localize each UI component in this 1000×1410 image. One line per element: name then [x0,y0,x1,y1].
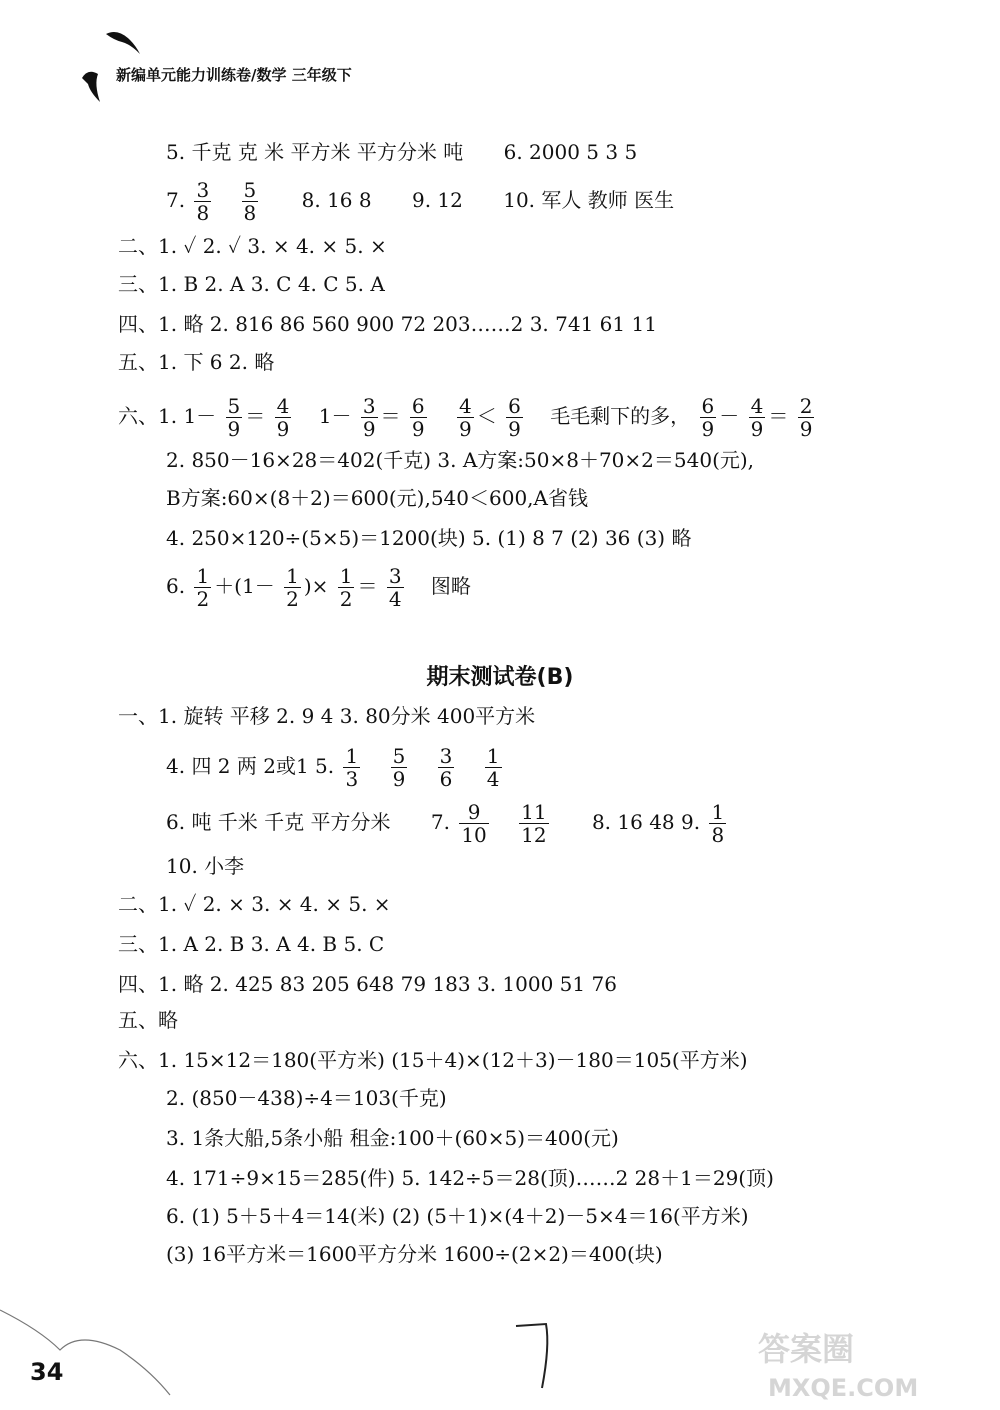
answer-text: 6. 2000 5 3 5 [503,140,638,164]
decorative-curve [0,1300,200,1410]
answer-line: 4. 250×120÷(5×5)＝1200(块) 5. (1) 8 7 (2) 36 (3) 略 [166,526,692,550]
fraction: $\frac{3}{8}$ [196,178,210,225]
answer-line: 一、1. 旋转 平移 2. 9 4 3. 80分米 400平方米 [118,704,536,728]
fraction: $\frac{3}{9}$ [362,394,376,441]
fraction: $\frac{1}{3}$ [345,744,359,791]
answer-line: 6. 吨 千米 千克 平方分米 7. $\frac{9}{10}$ $\frac{11}{12}$ 8. 16 48 9. $\frac{1}{8}$ [166,800,725,847]
answer-line: 六、1. 1－ $\frac{5}{9}$ ＝ $\frac{4}{9}$ 1－ $\frac{3}{9}$ ＝ $\frac{6}{9}$ $\frac{4}{9}$ ＜ $\frac{6}{9}$ 毛毛剩下的多， $\frac{6}{9}$ － $\frac{4}{9}$ ＝ $\frac{2}{9}$ [118,394,813,441]
fraction: $\frac{1}{2}$ [286,564,299,611]
answer-line: 三、1. A 2. B 3. A 4. B 5. C [118,932,385,956]
answer-line: 10. 小李 [166,854,245,878]
answer-text: 9. 12 [411,188,463,212]
answer-line: (3) 16平方米＝1600平方分米 1600÷(2×2)＝400(块) [166,1242,663,1266]
answer-line: 6. (1) 5＋5＋4＝14(米) (2) (5＋1)×(4＋2)－5×4＝16(平方米) [166,1204,749,1228]
answer-line: 4. 四 2 两 2或1 5. $\frac{1}{3}$ $\frac{5}{9}$ $\frac{3}{6}$ $\frac{1}{4}$ [166,744,500,791]
fraction: $\frac{2}{9}$ [799,394,813,441]
fraction: $\frac{3}{6}$ [439,744,453,791]
page-number: 34 [30,1358,64,1386]
answer-line: 三、1. B 2. A 3. C 4. C 5. A [118,272,385,296]
fraction: $\frac{6}{9}$ [701,394,715,441]
fraction: $\frac{3}{4}$ [388,564,402,611]
fraction: $\frac{6}{9}$ [508,394,521,441]
answer-line: 四、1. 略 2. 425 83 205 648 79 183 3. 1000 51 76 [118,972,617,996]
answer-line: 四、1. 略 2. 816 86 560 900 72 203……2 3. 741 61 11 [118,312,657,336]
fraction: $\frac{4}{9}$ [276,394,290,441]
answer-text: 7. [166,188,186,212]
fraction: $\frac{5}{9}$ [227,394,241,441]
answer-line: B方案:60×(8＋2)＝600(元),540＜600,A省钱 [166,486,588,510]
fraction: $\frac{4}{9}$ [459,394,472,441]
answer-text: 10. 军人 教师 医生 [503,188,675,212]
answer-text: 8. 16 8 [301,188,372,212]
handwritten-mark [510,1316,570,1396]
answer-line: 3. 1条大船,5条小船 租金:100＋(60×5)＝400(元) [166,1126,619,1150]
page-header [78,28,438,108]
answer-text: 5. 千克 克 米 平方米 平方分米 吨 [166,140,464,164]
fraction: $\frac{1}{2}$ [339,564,353,611]
fraction: $\frac{5}{8}$ [243,178,257,225]
answer-line: 六、1. 15×12＝180(平方米) (15＋4)×(12＋3)－180＝105(平方米) [118,1048,748,1072]
fraction: $\frac{11}{12}$ [521,800,547,847]
answer-line: 二、1. ✓ 2. × 3. × 4. × 5. × [118,892,391,916]
answer-line: 2. (850－438)÷4＝103(千克) [166,1086,447,1110]
answer-line: 4. 171÷9×15＝285(件) 5. 142÷5＝28(顶)……2 28＋1＝29(顶) [166,1166,774,1190]
answer-line [166,138,637,168]
fraction: $\frac{4}{9}$ [750,394,764,441]
svg-text:答案圈: 答案圈 [758,1330,855,1368]
answer-line: 五、略 [118,1008,178,1032]
answer-line: 2. 850－16×28＝402(千克) 3. A方案:50×8＋70×2＝540(元), [166,448,755,472]
svg-text:MXQE.COM: MXQE.COM [768,1374,919,1402]
fraction: $\frac{5}{9}$ [392,744,406,791]
watermark-logo [748,1322,988,1402]
fraction: $\frac{6}{9}$ [411,394,425,441]
header-title: 新编单元能力训练卷/数学 三年级下 [116,66,352,84]
answer-line [166,178,675,225]
answer-line: 6. $\frac{1}{2}$ ＋(1－ $\frac{1}{2}$ )× $\frac{1}{2}$ ＝ $\frac{3}{4}$ 图略 [166,564,471,611]
fraction: $\frac{9}{10}$ [461,800,487,847]
fraction: $\frac{1}{2}$ [196,564,210,611]
fraction: $\frac{1}{4}$ [486,744,500,791]
fraction: $\frac{1}{8}$ [711,800,725,847]
answer-line: 五、1. 下 6 2. 略 [118,350,275,374]
section-title: 期末测试卷(B) [426,665,574,690]
answer-line: 二、1. ✓ 2. ✓ 3. × 4. × 5. × [118,234,387,258]
